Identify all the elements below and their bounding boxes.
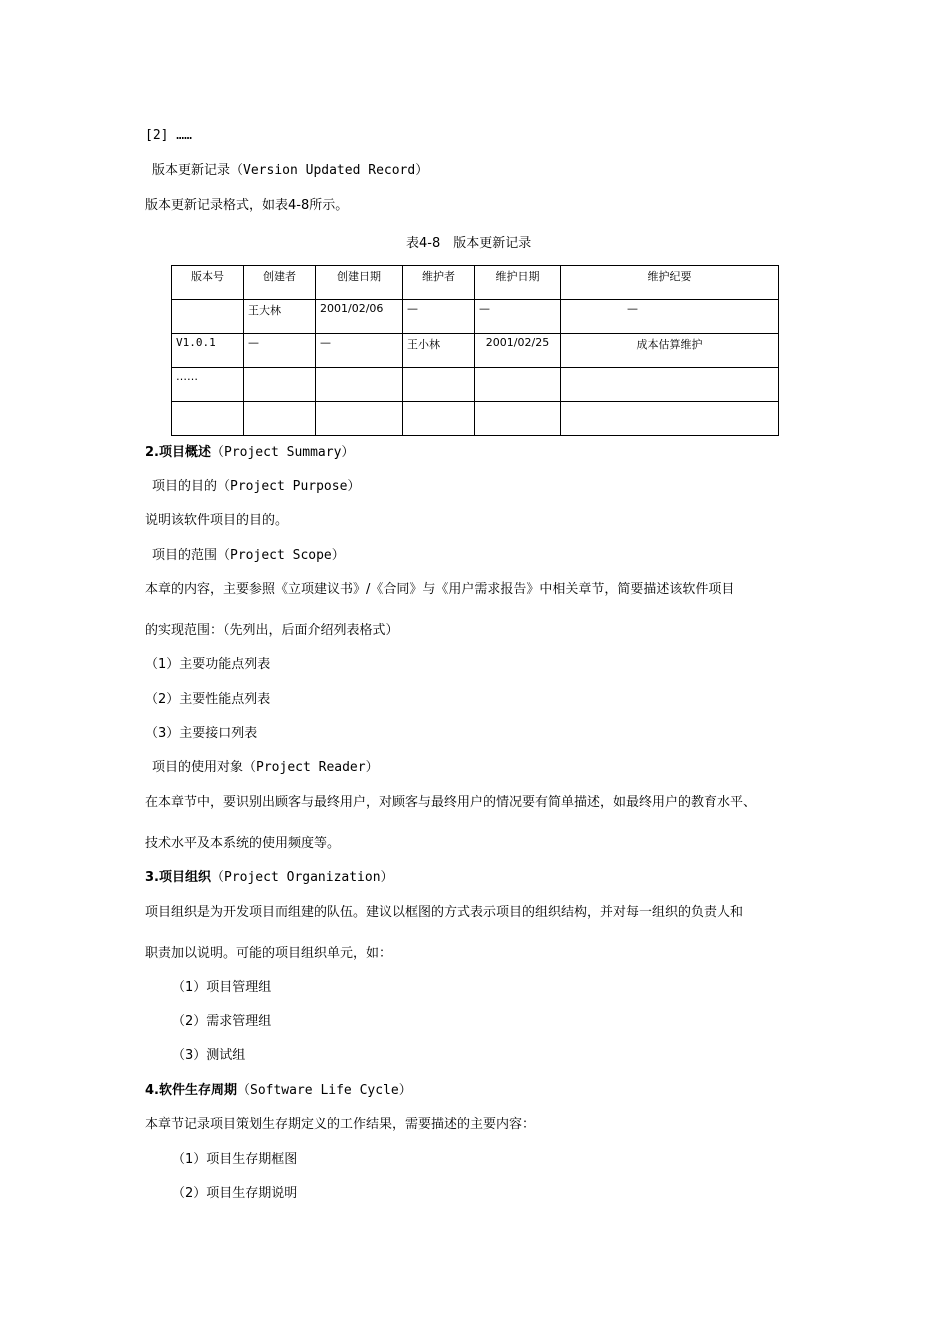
col-header-maintain-date: 维护日期	[475, 266, 561, 300]
version-intro: 版本更新记录格式，如表4-8所示。	[145, 198, 349, 213]
table-cell	[244, 402, 316, 436]
reader-text-line-1: 在本章节中，要识别出顾客与最终用户，对顾客与最终用户的情况要有简单描述，如最终用户的教育水平、	[145, 795, 757, 810]
table-cell: —	[244, 334, 316, 368]
section-3-title-en: （Project Organization）	[211, 870, 394, 885]
reader-heading-en: （Project Reader）	[243, 760, 379, 775]
table-cell	[561, 368, 779, 402]
reader-heading	[152, 760, 379, 776]
table-cell	[403, 402, 475, 436]
table-cell: 成本估算维护	[561, 334, 779, 368]
list-item: （2）项目生存期说明	[172, 1186, 298, 1201]
list-item: （2）需求管理组	[172, 1014, 272, 1029]
table-cell: 王大林	[244, 300, 316, 334]
table-cell: —	[561, 300, 779, 334]
table-row	[172, 300, 779, 334]
list-item: （2）主要性能点列表	[145, 692, 271, 707]
section-2-title: 项目概述	[158, 445, 211, 460]
scope-text-line-2: 的实现范围：（先列出，后面介绍列表格式）	[145, 623, 399, 638]
col-header-version: 版本号	[172, 266, 244, 300]
section-3-title: 项目组织	[158, 870, 211, 885]
section-2-number: 2.	[145, 445, 159, 460]
table-cell	[403, 368, 475, 402]
section-2-heading	[145, 445, 354, 461]
section-4-title: 软件生存周期	[158, 1083, 237, 1098]
table-cell	[316, 368, 403, 402]
version-heading-cn: 版本更新记录	[152, 163, 231, 178]
table-cell: 2001/02/06	[316, 300, 403, 334]
table-cell	[172, 402, 244, 436]
table-cell: 王小林	[403, 334, 475, 368]
table-cell: —	[475, 300, 561, 334]
table-cell: —	[403, 300, 475, 334]
table-cell	[475, 402, 561, 436]
section-4-number: 4.	[145, 1083, 159, 1098]
table-header-row	[172, 266, 779, 300]
purpose-text: 说明该软件项目的目的。	[145, 513, 289, 528]
scope-heading-en: （Project Scope）	[217, 548, 345, 563]
table-cell	[561, 402, 779, 436]
table-cell	[172, 300, 244, 334]
purpose-heading-cn: 项目的目的	[152, 479, 218, 494]
purpose-heading	[152, 479, 360, 495]
purpose-heading-en: （Project Purpose）	[217, 479, 361, 494]
scope-text-line-1: 本章的内容，主要参照《立项建议书》/《合同》与《用户需求报告》中相关章节，简要描述该软件项目	[145, 582, 735, 597]
table-cell: —	[316, 334, 403, 368]
table-cell: 2001/02/25	[475, 334, 561, 368]
reader-text-line-2: 技术水平及本系统的使用频度等。	[145, 836, 341, 851]
table-row	[172, 334, 779, 368]
list-item: （1）项目生存期框图	[172, 1152, 298, 1167]
table-caption: 表4-8 版本更新记录	[406, 236, 532, 251]
version-heading-en: （Version Updated Record）	[230, 163, 429, 178]
col-header-summary: 维护纪要	[561, 266, 779, 300]
col-header-create-date: 创建日期	[316, 266, 403, 300]
table-cell	[475, 368, 561, 402]
org-text-line-2: 职责加以说明。可能的项目组织单元，如：	[145, 946, 393, 961]
scope-heading-cn: 项目的范围	[152, 548, 218, 563]
section-4-title-en: （Software Life Cycle）	[237, 1083, 412, 1098]
list-item: （1）项目管理组	[172, 980, 272, 995]
list-item: （3）测试组	[172, 1048, 246, 1063]
table-row	[172, 402, 779, 436]
table-row	[172, 368, 779, 402]
list-item: （3）主要接口列表	[145, 726, 258, 741]
version-heading	[152, 163, 428, 179]
ref-item: [2] ……	[145, 128, 192, 143]
lifecycle-text: 本章节记录项目策划生存期定义的工作结果，需要描述的主要内容：	[145, 1117, 536, 1132]
version-record-table	[171, 265, 779, 436]
table-cell	[244, 368, 316, 402]
table-cell: ……	[172, 368, 244, 402]
section-4-heading	[145, 1083, 412, 1099]
section-3-heading	[145, 870, 394, 886]
section-3-number: 3.	[145, 870, 159, 885]
table-cell: V1.0.1	[172, 334, 244, 368]
col-header-maintainer: 维护者	[403, 266, 475, 300]
col-header-creator: 创建者	[244, 266, 316, 300]
table-cell	[316, 402, 403, 436]
reader-heading-cn: 项目的使用对象	[152, 760, 244, 775]
scope-heading	[152, 548, 345, 564]
list-item: （1）主要功能点列表	[145, 657, 271, 672]
org-text-line-1: 项目组织是为开发项目而组建的队伍。建议以框图的方式表示项目的组织结构，并对每一组织的负责人和	[145, 905, 744, 920]
section-2-title-en: （Project Summary）	[211, 445, 355, 460]
